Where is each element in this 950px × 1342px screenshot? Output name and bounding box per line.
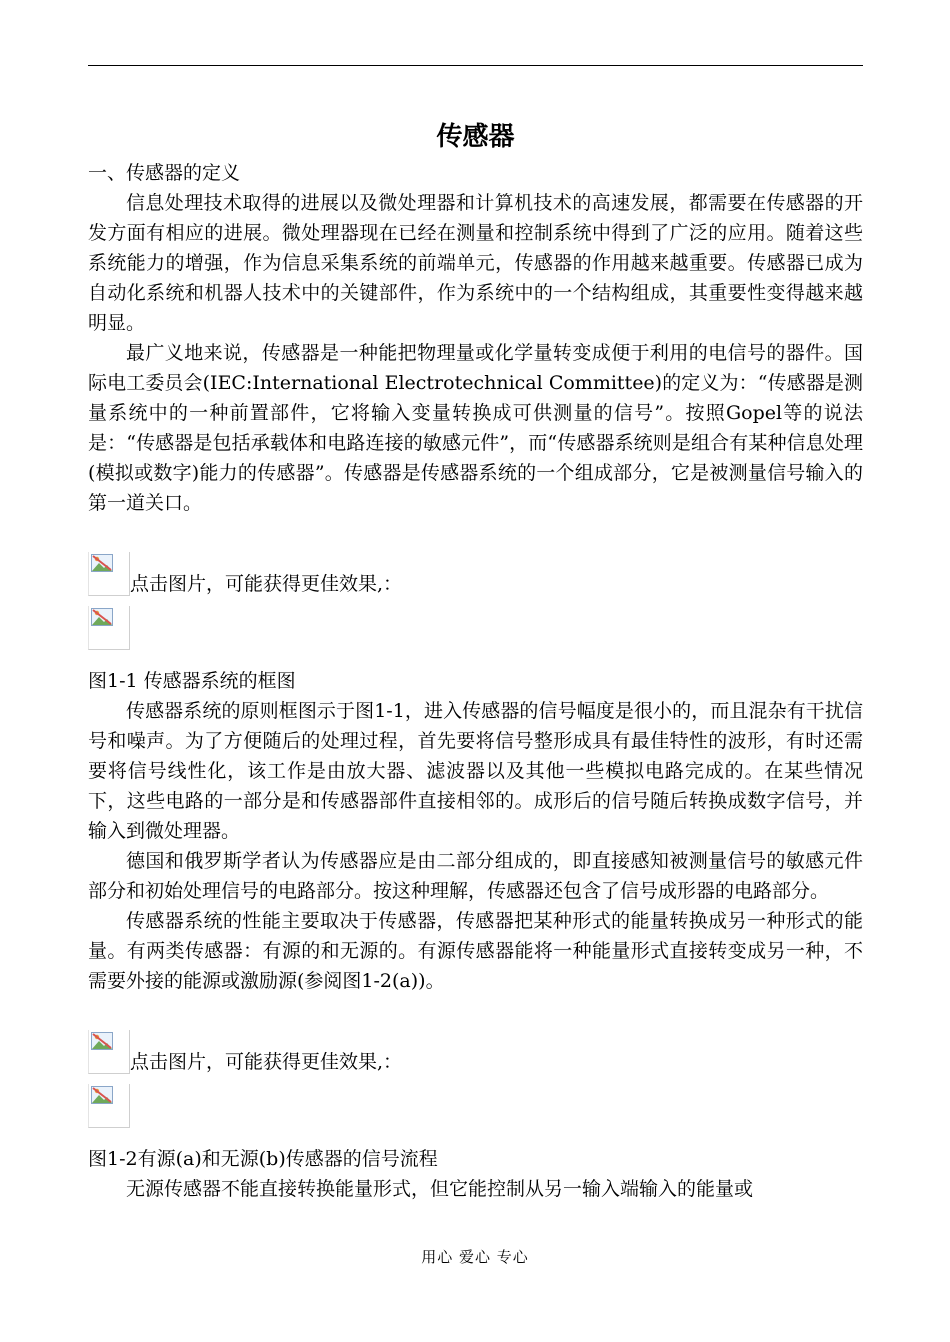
broken-image-icon <box>91 1032 113 1050</box>
figure-1-link-row <box>88 552 863 596</box>
figure-2-link-row <box>88 1030 863 1074</box>
broken-image-icon <box>91 608 113 626</box>
paragraph: 信息处理技术取得的进展以及微处理器和计算机技术的高速发展，都需要在传感器的开发方面有相应的进展。微处理器现在已经在测量和控制系统中得到了广泛的应用。随着这些系统能力的增强，作为信息采集系统的前端单元，传感器的作用越来越重要。传感器已成为自动化系统和机器人技术中的关键部件，作为系统中的一个结构组成，其重要性变得越来越明显。 <box>88 192 863 334</box>
figure-1-image[interactable] <box>88 606 130 650</box>
page-footer: 用心 爱心 专心 <box>421 1248 529 1266</box>
paragraph: 无源传感器不能直接转换能量形式，但它能控制从另一输入端输入的能量或 <box>126 1178 754 1200</box>
page-title: 传感器 <box>436 122 515 152</box>
figure-caption: 图1-2有源(a)和无源(b)传感器的信号流程 <box>88 1148 438 1170</box>
broken-image-icon <box>91 554 113 572</box>
paragraph: 传感器系统的性能主要取决于传感器，传感器把某种形式的能量转换成另一种形式的能量。有两类传感器：有源的和无源的。有源传感器能将一种能量形式直接转变成另一种，不需要外接的能源或激励源(参阅图1-2(a))。 <box>88 910 863 992</box>
figure-2-thumbnail[interactable] <box>88 1030 130 1074</box>
document-body <box>88 120 863 1204</box>
figure-1-thumbnail[interactable] <box>88 552 130 596</box>
figure-caption: 图1-1 传感器系统的框图 <box>88 670 296 692</box>
paragraph: 德国和俄罗斯学者认为传感器应是由二部分组成的，即直接感知被测量信号的敏感元件部分和初始处理信号的电路部分。按这种理解，传感器还包含了信号成形器的电路部分。 <box>88 850 863 902</box>
image-hint-text: 点击图片，可能获得更佳效果,： <box>130 1051 403 1073</box>
broken-image-icon <box>91 1086 113 1104</box>
paragraph: 最广义地来说，传感器是一种能把物理量或化学量转变成便于利用的电信号的器件。国际电工委员会(IEC:International Electrotechnical Committee)的定义为：“传感器是测量系统中的一种前置部件，它将输入变量转换成可供测量的信号”。按照Gopel等的说法是：“传感器是包括承载体和电路连接的敏感元件”，而“传感器系统则是组合有某种信息处理(模拟或数字)能力的传感器”。传感器是传感器系统的一个组成部分，它是被测量信号输入的第一道关口。 <box>88 342 863 514</box>
image-hint-text: 点击图片，可能获得更佳效果,： <box>130 573 403 595</box>
header-rule <box>88 65 863 66</box>
figure-2-image-row <box>88 1084 863 1128</box>
figure-1-image-row <box>88 606 863 650</box>
figure-2-image[interactable] <box>88 1084 130 1128</box>
section-heading: 一、传感器的定义 <box>88 162 241 184</box>
paragraph: 传感器系统的原则框图示于图1-1，进入传感器的信号幅度是很小的，而且混杂有干扰信号和噪声。为了方便随后的处理过程，首先要将信号整形成具有最佳特性的波形，有时还需要将信号线性化，该工作是由放大器、滤波器以及其他一些模拟电路完成的。在某些情况下，这些电路的一部分是和传感器部件直接相邻的。成形后的信号随后转换成数字信号，并输入到微处理器。 <box>88 700 863 842</box>
